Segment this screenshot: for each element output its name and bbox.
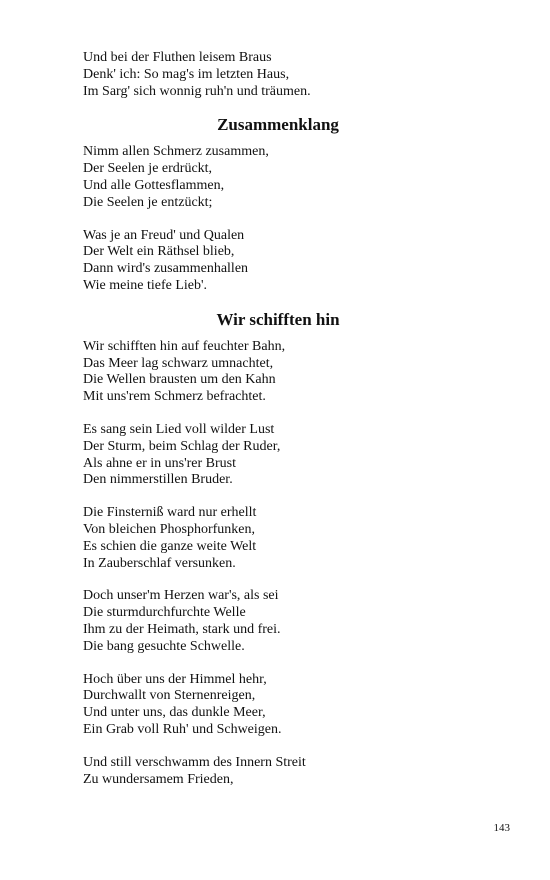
verse-line: Der Seelen je erdrückt, <box>83 161 213 177</box>
page-body <box>83 50 473 788</box>
poem-title-wir-schifften-hin: Wir schifften hin <box>216 309 340 329</box>
verse-line: Als ahne er in uns'rer Brust <box>83 455 236 471</box>
verse-line: Das Meer lag schwarz umnachtet, <box>83 355 274 371</box>
verse-line: Und still verschwamm des Innern Streit <box>83 754 306 770</box>
verse-line: Mit uns'rem Schmerz befrachtet. <box>83 389 266 405</box>
poem-title-zusammenklang: Zusammenklang <box>217 115 339 135</box>
verse-line: Zu wundersamem Frieden, <box>83 771 234 787</box>
verse-line: Ein Grab voll Ruh' und Schweigen. <box>83 721 282 737</box>
verse-line: Die bang gesuchte Schwelle. <box>83 638 245 654</box>
verse-line: Und bei der Fluthen leisem Braus <box>83 50 272 65</box>
intro-stanza <box>83 50 473 100</box>
verse-line: Es schien die ganze weite Welt <box>83 538 257 554</box>
verse-line: Nimm allen Schmerz zusammen, <box>83 144 269 160</box>
stanza <box>83 755 473 789</box>
stanza <box>83 505 473 572</box>
stanza <box>83 339 473 406</box>
verse-line: Ihm zu der Heimath, stark und frei. <box>83 621 281 637</box>
verse-line: Und alle Gottesflammen, <box>83 177 225 193</box>
stanza <box>83 422 473 489</box>
verse-line: Denk' ich: So mag's im letzten Haus, <box>83 66 290 82</box>
stanza <box>83 672 473 739</box>
stanza <box>83 228 473 295</box>
verse-line: Was je an Freud' und Qualen <box>83 227 245 243</box>
verse-line: Wie meine tiefe Lieb'. <box>83 277 208 293</box>
page-number: 143 <box>493 822 510 834</box>
verse-line: Und unter uns, das dunkle Meer, <box>83 705 266 721</box>
verse-line: In Zauberschlaf versunken. <box>83 555 236 571</box>
verse-line: Die Seelen je entzückt; <box>83 194 213 210</box>
verse-line: Von bleichen Phosphorfunken, <box>83 521 255 537</box>
verse-line: Der Welt ein Räthsel blieb, <box>83 244 235 260</box>
verse-line: Die Wellen brausten um den Kahn <box>83 372 276 388</box>
verse-line: Wir schifften hin auf feuchter Bahn, <box>83 338 286 354</box>
verse-line: Doch unser'm Herzen war's, als sei <box>83 588 279 604</box>
verse-line: Durchwallt von Sternenreigen, <box>83 688 256 704</box>
verse-line: Die Finsterniß ward nur erhellt <box>83 505 257 521</box>
stanza <box>83 588 473 655</box>
stanza <box>83 144 473 211</box>
verse-line: Den nimmerstillen Bruder. <box>83 472 233 488</box>
verse-line: Der Sturm, beim Schlag der Ruder, <box>83 438 281 454</box>
verse-line: Im Sarg' sich wonnig ruh'n und träumen. <box>83 83 311 99</box>
verse-line: Dann wird's zusammenhallen <box>83 261 249 277</box>
verse-line: Hoch über uns der Himmel hehr, <box>83 671 267 687</box>
verse-line: Die sturmdurchfurchte Welle <box>83 605 246 621</box>
verse-line: Es sang sein Lied voll wilder Lust <box>83 421 275 437</box>
